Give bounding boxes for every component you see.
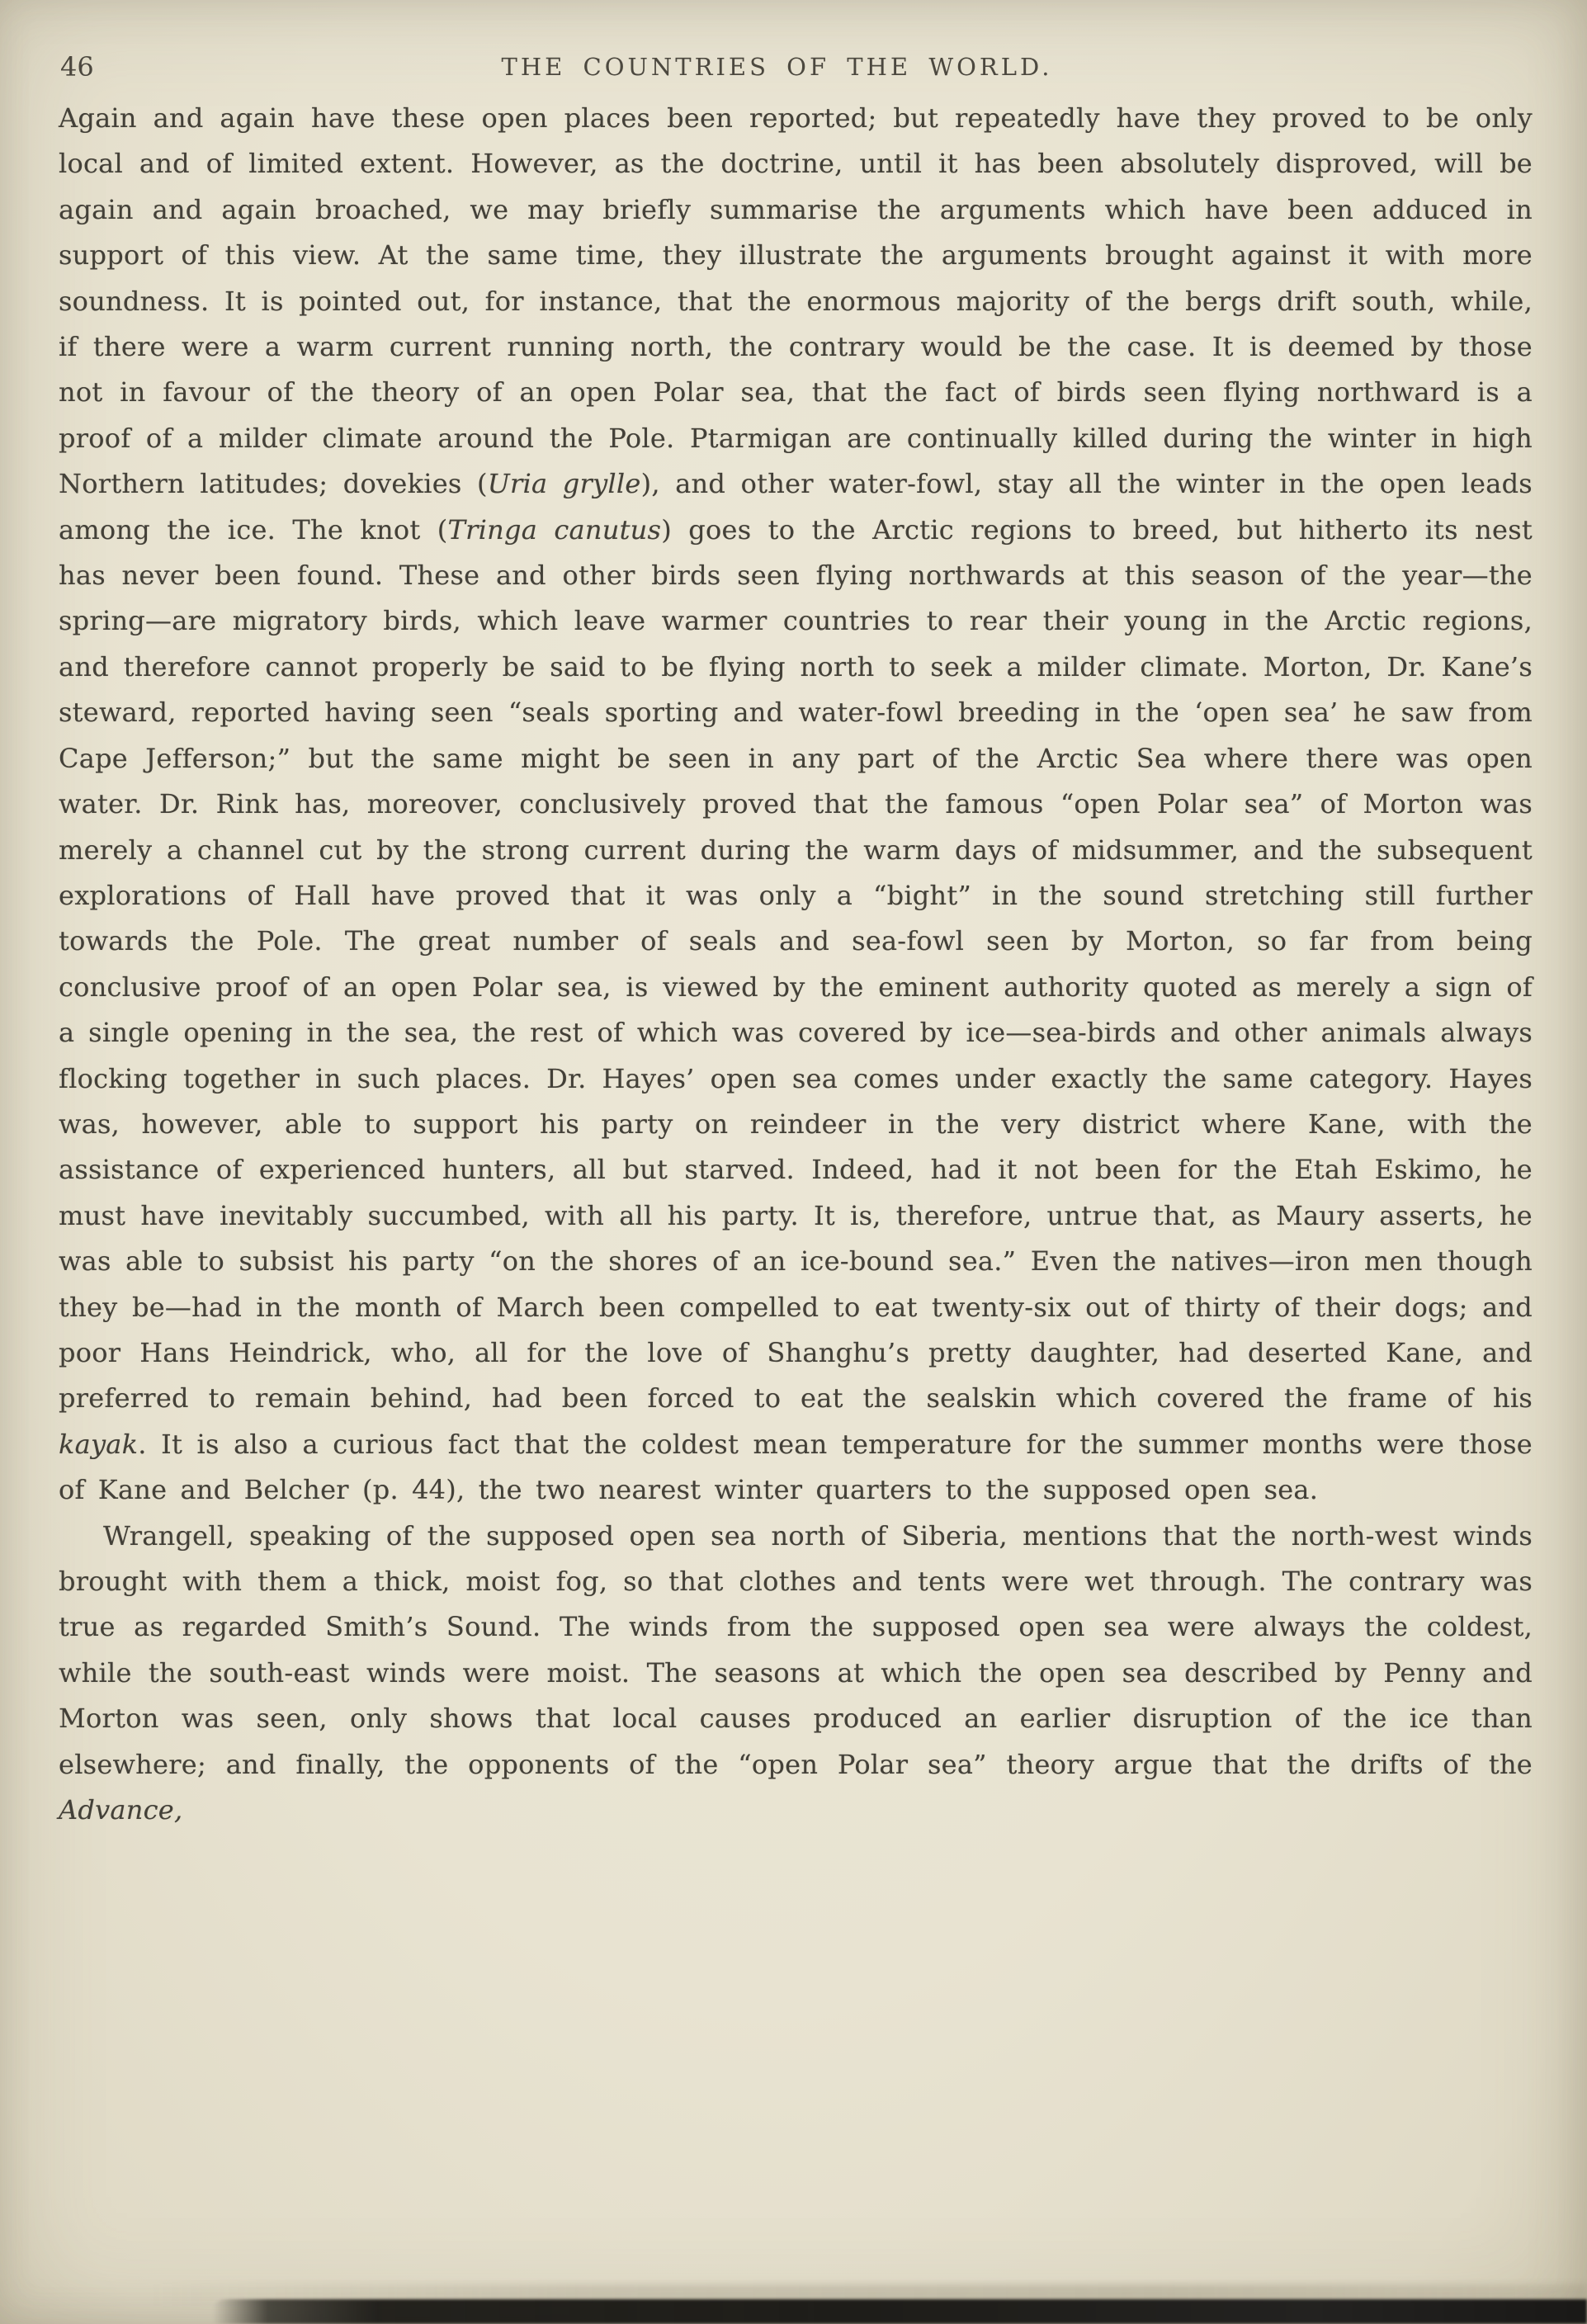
paragraph [59,96,1533,1514]
text-run: Wrangell, speaking of the supposed open sea north of Siberia, mentions that the north-west winds brought with them a thick, moist fog, so that clothes and tents were wet through. The contrary was true as regarded Smith’s Sound. The winds from the supposed open sea were always the coldest, while the south-east winds were moist. The seasons at which the open sea described by Penny and Morton was seen, only shows that local causes produced an earlier disruption of the ice than elsewhere; and finally, the opponents of the “open Polar sea” theory argue that the drifts of the [59,1519,1533,1780]
text-run: ) goes to the Arctic regions to breed, but hitherto its nest has never been found. These and other birds seen flying northwards at this season of the year—the spring—are migratory birds, which leave warmer countries to rear their young in the Arctic regions, and therefore cannot properly be said to be flying north to seek a milder climate. Morton, Dr. Kane’s steward, reported having seen “seals sporting and water-fowl breeding in the ‘open sea’ he saw from Cape Jefferson;” but the same might be seen in any part of the Arctic Sea where there was open water. Dr. Rink has, moreover, conclusively proved that the famous “open Polar sea” of Morton was merely a channel cut by the strong current during the warm days of midsummer, and the subsequent explorations of Hall have proved that it was only a “bight” in the sound stretching still further towards the Pole. The great number of seals and sea-fowl seen by Morton, so far from being conclusive proof of an open Polar sea, is viewed by the eminent authority quoted as merely a sign of a single opening in the sea, the rest of which was covered by ice—sea-birds and other animals always flocking together in such places. Dr. Hayes’ open sea comes under exactly the same category. Hayes was, however, able to support his party on reindeer in the very district where Kane, with the assistance of experienced hunters, all but starved. Indeed, had it not been for the Etah Eskimo, he must have inevitably succumbed, with all his party. It is, therefore, untrue that, as Maury asserts, he was able to subsist his party “on the shores of an ice-bound sea.” Even the natives—iron men though they be—had in the month of March been compelled to eat twenty-six out of thirty of their dogs; and poor Hans Heindrick, who, all for the love of Shanghu’s pretty daughter, had deserted Kane, and preferred to remain behind, had been forced to eat the sealskin which covered the frame of his [59,513,1533,1415]
running-title: THE COUNTRIES OF THE WORLD. [501,53,1053,81]
italic-text-run: Tringa canutus [447,513,662,546]
italic-text-run: kayak [59,1428,139,1460]
paragraph [59,1514,1533,1834]
page-header [0,51,1587,87]
italic-text-run: Uria grylle [487,468,641,500]
text-run: . It is also a curious fact that the coldest mean temperature for the summer months were those of Kane and Belcher (p. 44), the two nearest winter quarters to the supposed open sea. [59,1428,1533,1506]
scan-edge-shadow [213,2299,1587,2324]
italic-text-run: Advance, [59,1794,183,1826]
text-run: ), and other water-fowl, stay all the winter in the open leads among the ice. The knot ( [59,468,1533,546]
page-number: 46 [60,51,94,83]
page-body [59,96,1533,1833]
text-run: Again and again have these open places been reported; but repeatedly have they proved to be only local and of limited extent. However, as the doctrine, until it has been absolutely disproved, will be again and again broached, we may briefly summarise the arguments which have been adduced in support of this view. At the same time, they illustrate the arguments brought against it with more soundness. It is pointed out, for instance, that the enormous majority of the bergs drift south, while, if there were a warm current running north, the contrary would be the case. It is deemed by those not in favour of the theory of an open Polar sea, that the fact of birds seen flying northward is a proof of a milder climate around the Pole. Ptarmigan are continually killed during the winter in high Northern latitudes; dovekies ( [59,102,1533,500]
